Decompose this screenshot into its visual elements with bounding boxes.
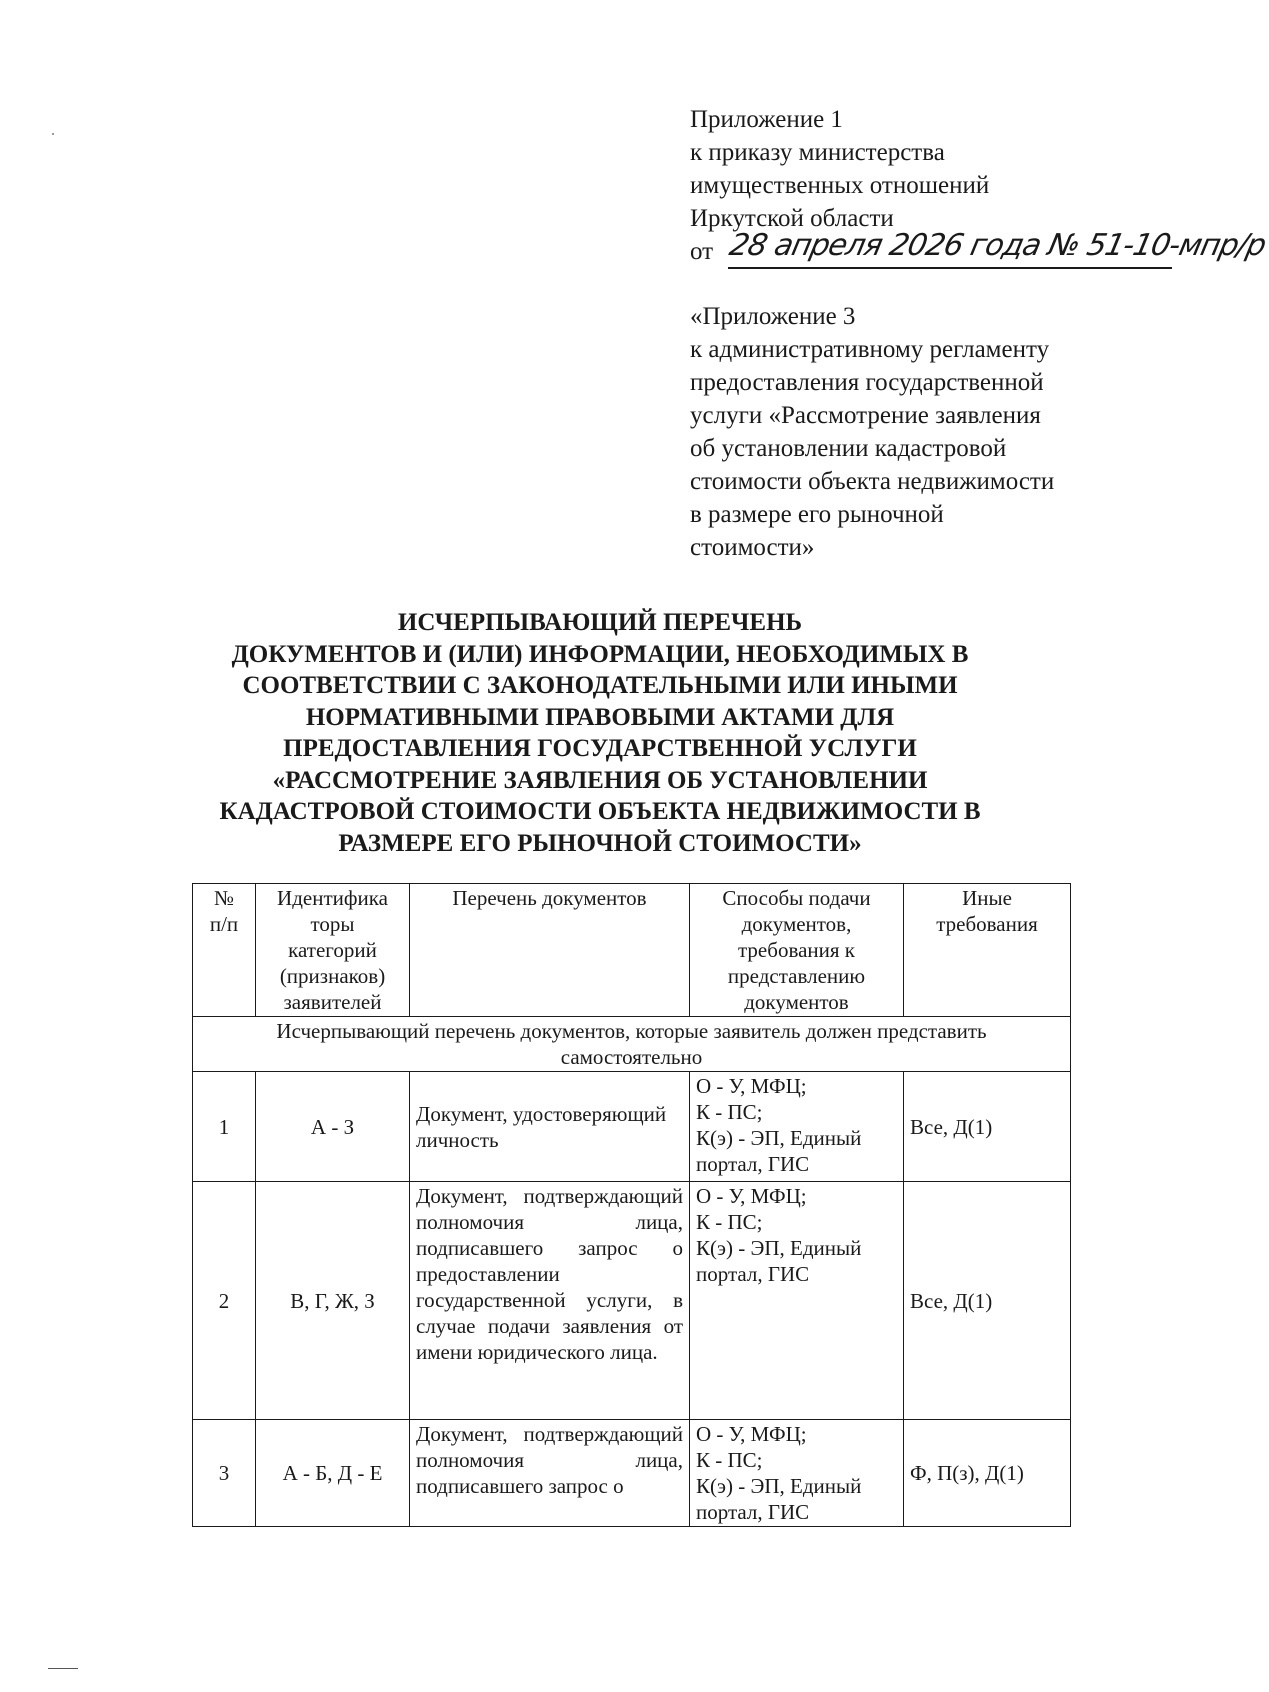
method-line: О - У, МФЦ;: [696, 1184, 807, 1208]
method-line: О - У, МФЦ;: [696, 1074, 807, 1098]
row-other-requirements: Все, Д(1): [904, 1182, 1071, 1420]
date-prefix: от: [690, 238, 714, 265]
documents-text: Документ, удостоверяющий личность: [416, 1101, 667, 1152]
row-identifiers: В, Г, Ж, З: [256, 1182, 410, 1420]
row-number: 2: [193, 1182, 256, 1420]
table-header-row: [193, 884, 1071, 1017]
row-methods: [690, 1072, 904, 1182]
annex-line: в размере его рыночной: [690, 501, 944, 528]
header-other: [904, 884, 1071, 1017]
header-text: п/п: [209, 912, 239, 936]
method-line: портал, ГИС: [696, 1152, 810, 1176]
annex-line: услуги «Рассмотрение заявления: [690, 402, 1041, 429]
header-text: Перечень документов: [452, 886, 647, 910]
annex-line: об установлении кадастровой: [690, 435, 1007, 462]
header-line: имущественных отношений: [690, 172, 990, 199]
method-line: портал, ГИС: [696, 1500, 810, 1524]
header-line: к приказу министерства: [690, 139, 945, 166]
documents-text: Документ, подтверждающий полномочия лица, подписавшего запрос о предоставлении государственной услуги, в случае подачи заявления от имени юридического лица.: [416, 1184, 683, 1364]
title-line: НОРМАТИВНЫМИ ПРАВОВЫМИ АКТАМИ ДЛЯ: [305, 703, 895, 731]
row-identifiers: А - З: [256, 1072, 410, 1182]
table-row: [193, 1182, 1071, 1420]
title-line: ДОКУМЕНТОВ И (ИЛИ) ИНФОРМАЦИИ, НЕОБХОДИМЫХ В: [231, 640, 969, 668]
table-row: [193, 1072, 1071, 1182]
header-text: требования к: [738, 938, 855, 962]
header-text: Идентифика: [277, 886, 388, 910]
section-label: [193, 1017, 1071, 1072]
appendix-header: [690, 103, 1269, 275]
title-line: ИСЧЕРПЫВАЮЩИЙ ПЕРЕЧЕНЬ: [397, 609, 803, 636]
header-text: документов: [744, 990, 849, 1014]
section-row: [193, 1017, 1071, 1072]
page-corner-mark: [48, 1668, 78, 1669]
header-identifiers: [256, 884, 410, 1017]
row-number: 3: [193, 1420, 256, 1527]
annex-line: предоставления государственной: [690, 369, 1044, 396]
section-text: самостоятельно: [560, 1045, 703, 1069]
row-other-requirements: Ф, П(з), Д(1): [904, 1420, 1071, 1527]
annex-reference: [690, 300, 1160, 564]
method-line: К - ПС;: [696, 1210, 763, 1234]
method-line: К(э) - ЭП, Единый: [696, 1236, 862, 1260]
method-line: К(э) - ЭП, Единый: [696, 1474, 862, 1498]
method-line: К(э) - ЭП, Единый: [696, 1126, 862, 1150]
row-identifiers: А - Б, Д - Е: [256, 1420, 410, 1527]
order-date-line: [690, 228, 1269, 275]
table-row: [193, 1420, 1071, 1527]
row-documents: [410, 1182, 690, 1420]
header-text: категорий: [288, 938, 377, 962]
header-text: Способы подачи: [722, 886, 871, 910]
annex-line: к административному регламенту: [690, 336, 1050, 363]
annex-line: стоимости»: [690, 534, 815, 561]
title-line: «РАССМОТРЕНИЕ ЗАЯВЛЕНИЯ ОБ УСТАНОВЛЕНИИ: [272, 766, 928, 794]
header-text: заявителей: [283, 990, 382, 1014]
header-documents: [410, 884, 690, 1017]
handwritten-order-date: 28 апреля 2026 года № 51-10-мпр/р: [726, 228, 1269, 263]
header-text: №: [213, 886, 235, 910]
method-line: К - ПС;: [696, 1448, 763, 1472]
header-text: требования: [936, 912, 1038, 936]
header-text: Иные: [962, 886, 1012, 910]
row-methods: [690, 1182, 904, 1420]
row-methods: [690, 1420, 904, 1527]
section-text: Исчерпывающий перечень документов, которые заявитель должен представить: [276, 1019, 987, 1043]
row-other-requirements: Все, Д(1): [904, 1072, 1071, 1182]
header-line: Иркутской области: [690, 205, 894, 232]
date-underline: [728, 267, 1172, 269]
title-line: РАЗМЕРЕ ЕГО РЫНОЧНОЙ СТОИМОСТИ»: [338, 829, 862, 857]
annex-line: стоимости объекта недвижимости: [690, 468, 1055, 495]
row-documents: [410, 1420, 690, 1527]
documents-text: Документ, подтверждающий полномочия лица, подписавшего запрос о: [416, 1422, 683, 1498]
header-line: Приложение 1: [690, 106, 843, 133]
row-documents: [410, 1072, 690, 1182]
annex-line: «Приложение 3: [690, 303, 856, 330]
header-num: [193, 884, 256, 1017]
method-line: О - У, МФЦ;: [696, 1422, 807, 1446]
header-text: (признаков): [279, 964, 386, 988]
title-line: СООТВЕТСТВИИ С ЗАКОНОДАТЕЛЬНЫМИ ИЛИ ИНЫМИ: [242, 672, 958, 699]
header-methods: [690, 884, 904, 1017]
title-line: ПРЕДОСТАВЛЕНИЯ ГОСУДАРСТВЕННОЙ УСЛУГИ: [283, 735, 917, 762]
documents-table: [192, 883, 1071, 1527]
header-text: торы: [310, 912, 355, 936]
title-line: КАДАСТРОВОЙ СТОИМОСТИ ОБЪЕКТА НЕДВИЖИМОСТИ В: [219, 798, 981, 825]
method-line: портал, ГИС: [696, 1262, 810, 1286]
method-line: К - ПС;: [696, 1100, 763, 1124]
header-text: представлению: [727, 964, 866, 988]
document-title: [150, 607, 1050, 859]
header-text: документов,: [741, 912, 852, 936]
scan-speck: [52, 133, 54, 135]
row-number: 1: [193, 1072, 256, 1182]
